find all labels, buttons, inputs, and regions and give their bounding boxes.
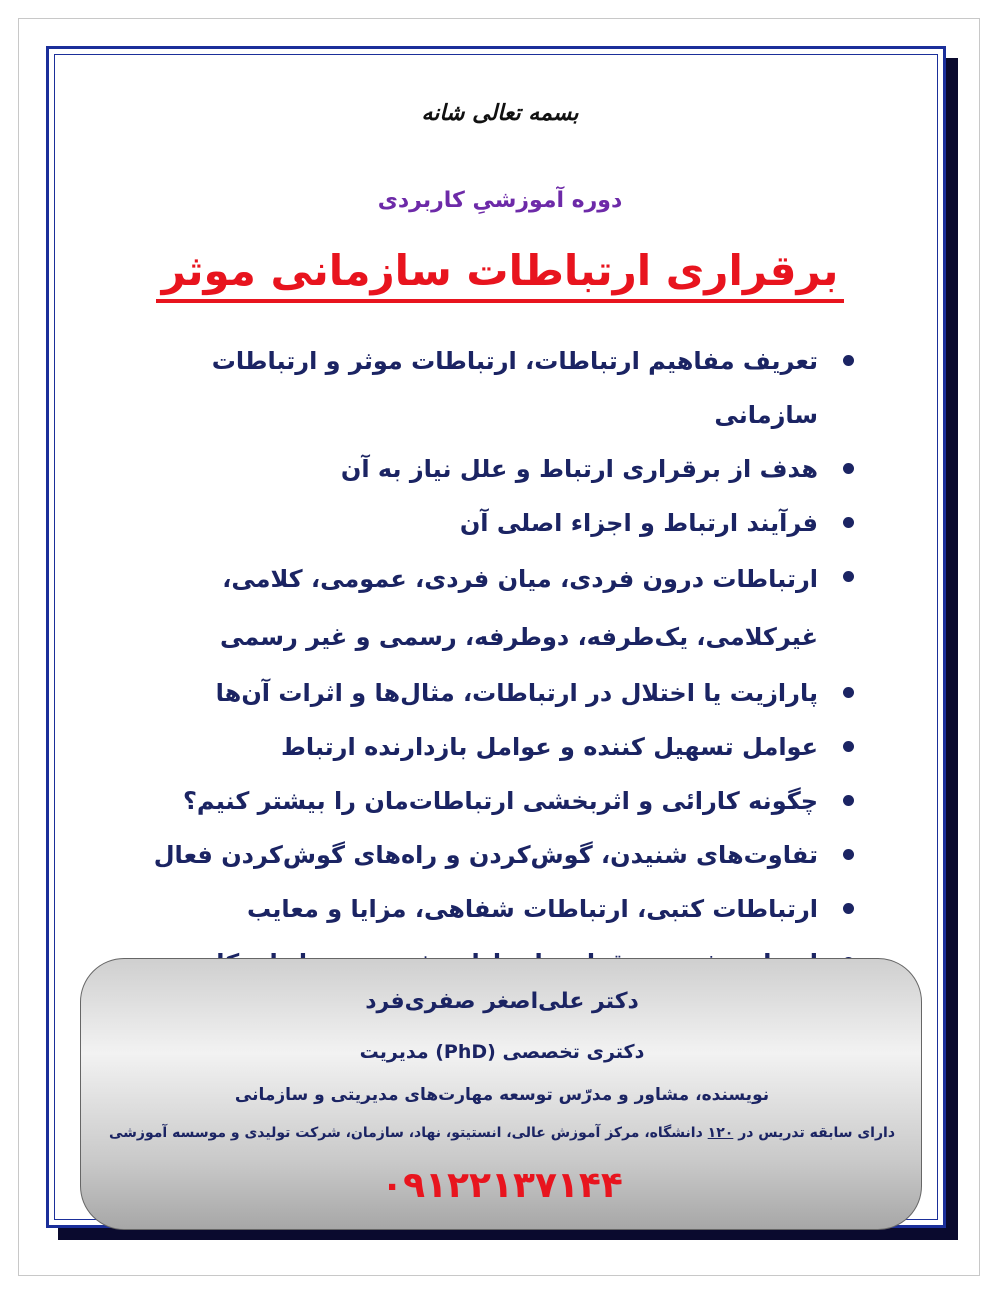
instructor-phone: ۰۹۱۲۲۱۳۷۱۴۴ [381,1165,623,1206]
course-subtitle: دوره آموزشیِ کاربردی [377,188,623,213]
instructor-role: نویسنده، مشاور و مدرّس توسعه مهارت‌های مدیریتی و سازمانی [234,1085,770,1105]
topic-item: پارازیت یا اختلال در ارتباطات، مثال‌ها و اثرات آن‌ها [100,666,860,720]
experience-suffix: دانشگاه، مرکز آموزش عالی، انستیتو، نهاد، سازمان، شرکت تولیدی و موسسه آموزشی [108,1125,703,1141]
experience-prefix: دارای سابقه تدریس در [738,1125,896,1141]
instructor-name: دکتر علی‌اصغر صفری‌فرد [365,989,639,1014]
instructor-degree: دکتری تخصصی (PhD) مدیریت [359,1041,645,1063]
instructor-info-box [80,958,922,1230]
course-title-text: برقراری ارتباطات سازمانی موثر [156,246,845,303]
topic-item: عوامل تسهیل کننده و عوامل بازدارنده ارتباط [100,720,860,774]
instructor-experience [81,1125,923,1141]
topic-item: تعریف مفاهیم ارتباطات، ارتباطات موثر و ارتباطات سازمانی [100,334,860,442]
course-title [0,246,1000,295]
topic-list [100,334,860,990]
topic-item: چگونه کارائی و اثربخشی ارتباطات‌مان را بیشتر کنیم؟ [100,774,860,828]
topic-item: ارتباطات کتبی، ارتباطات شفاهی، مزایا و معایب [100,882,860,936]
topic-item: هدف از برقراری ارتباط و علل نیاز به آن [100,442,860,496]
basmala: بسمه تعالی شانه [421,100,579,126]
experience-count: ۱۲۰ [707,1125,734,1141]
topic-item: تفاوت‌های شنیدن، گوش‌کردن و راه‌های گوش‌کردن فعال [100,828,860,882]
topic-item: فرآیند ارتباط و اجزاء اصلی آن [100,496,860,550]
topic-item: ارتباطات درون فردی، میان فردی، عمومی، کلامی، غیرکلامی، یک‌طرفه، دوطرفه، رسمی و غیر رسمی [100,550,860,666]
